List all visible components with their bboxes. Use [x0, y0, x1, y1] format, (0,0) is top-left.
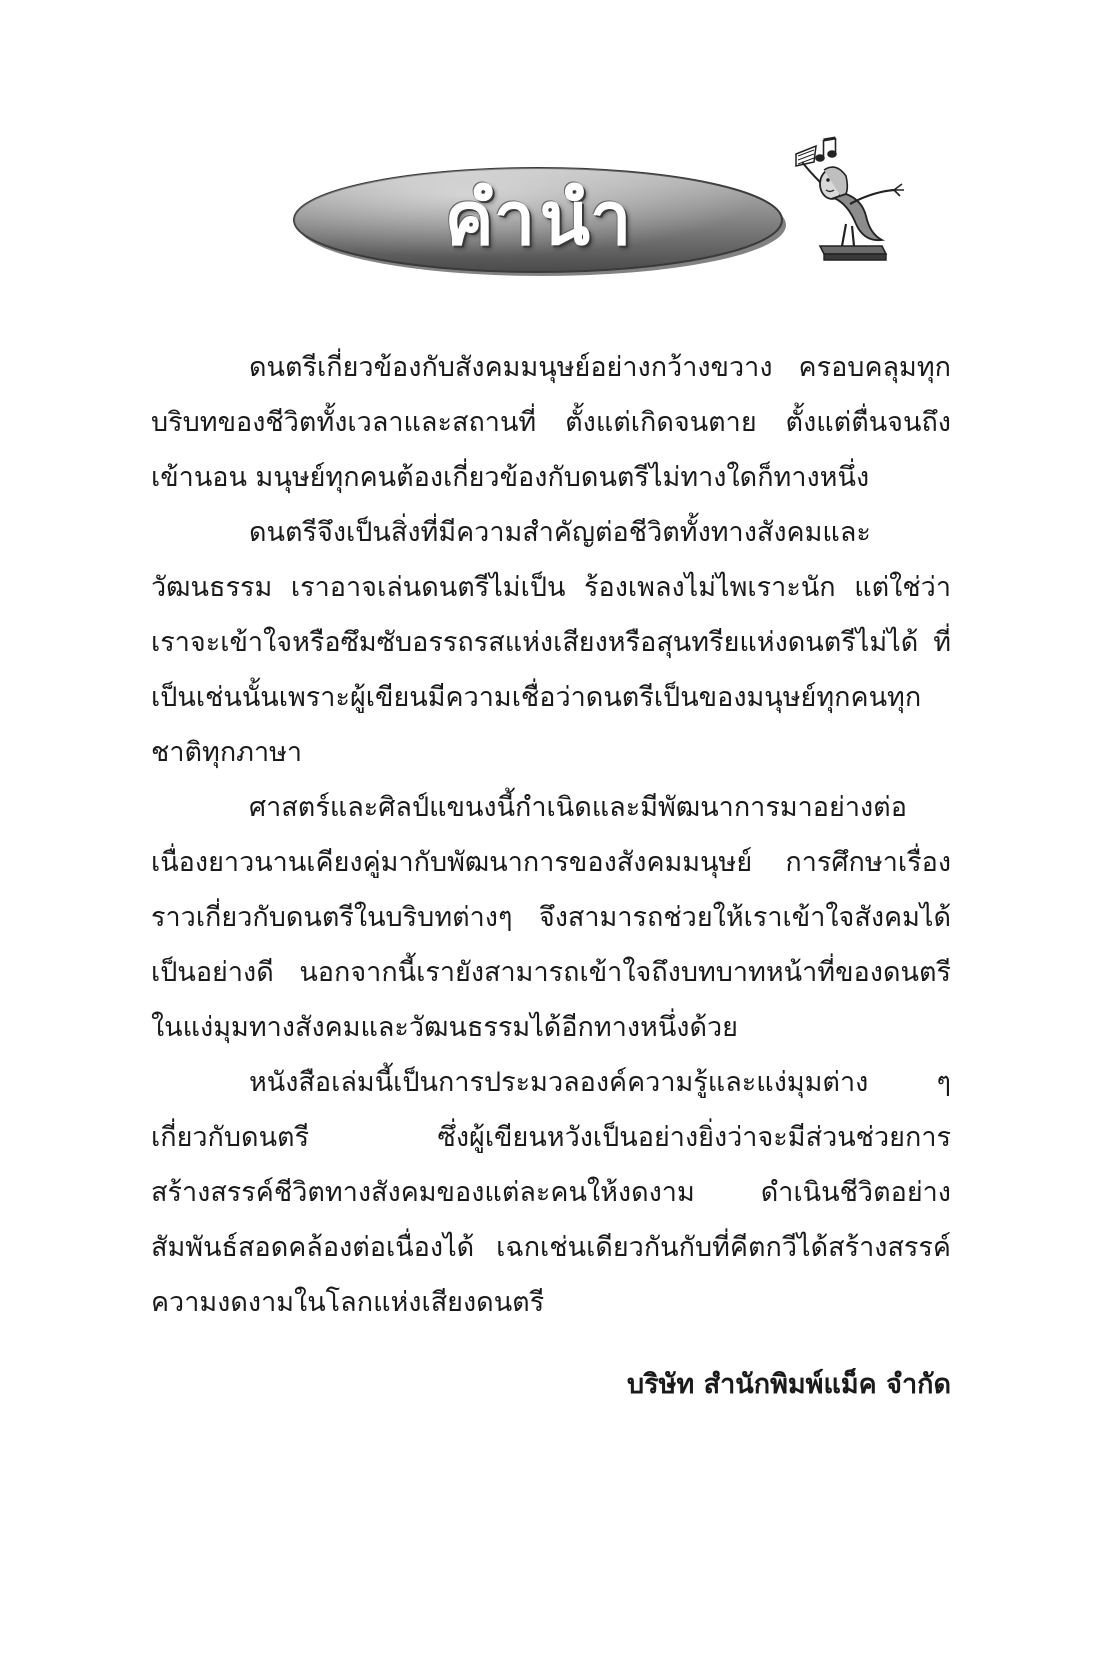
page-title: คำนำ [444, 176, 636, 262]
preface-paragraph-4: หนังสือเล่มนี้เป็นการประมวลองค์ความรู้และแง่มุมต่าง ๆ เกี่ยวกับดนตรี ซึ่งผู้เขียนหวังเป็นอย่างยิ่งว่าจะมีส่วนช่วยการสร้างสรรค์ชีวิตทางสังคมของแต่ละคนให้งดงาม ดำเนินชีวิตอย่างสัมพันธ์สอดคล้องต่อเนื่องได้ เฉกเช่นเดียวกันกับที่คีตกวีได้สร้างสรรค์ความงดงามในโลกแห่งเสียงดนตรี [151, 1067, 951, 1318]
conductor-icon [790, 132, 910, 267]
preface-paragraph-1: ดนตรีเกี่ยวข้องกับสังคมมนุษย์อย่างกว้างขวาง ครอบคลุมทุกบริบทของชีวิตทั้งเวลาและสถานที่ ตั้งแต่เกิดจนตาย ตั้งแต่ตื่นจนถึงเข้านอน มนุษย์ทุกคนต้องเกี่ยวข้องกับดนตรีไม่ทางใดก็ทางหนึ่ง [151, 352, 951, 493]
preface-paragraph-3: ศาสตร์และศิลป์แขนงนี้กำเนิดและมีพัฒนาการมาอย่างต่อเนื่องยาวนานเคียงคู่มากับพัฒนาการของสังคมมนุษย์ การศึกษาเรื่องราวเกี่ยวกับดนตรีในบริบทต่างๆ จึงสามารถช่วยให้เราเข้าใจสังคมได้เป็นอย่างดี นอกจากนี้เรายังสามารถเข้าใจถึงบทบาทหน้าที่ของดนตรีในแง่มุมทางสังคมและวัฒนธรรมได้อีกทางหนึ่งด้วย [151, 792, 951, 1043]
preface-paragraph-2: ดนตรีจึงเป็นสิ่งที่มีความสำคัญต่อชีวิตทั้งทางสังคมและวัฒนธรรม เราอาจเล่นดนตรีไม่เป็น ร้องเพลงไม่ไพเราะนัก แต่ใช่ว่าเราจะเข้าใจหรือซึมซับอรรถรสแห่งเสียงหรือสุนทรียแห่งดนตรีไม่ได้ ที่เป็นเช่นนั้นเพราะผู้เขียนมีความเชื่อว่าดนตรีเป็นของมนุษย์ทุกคนทุกชาติทุกภาษา [151, 517, 951, 768]
title-banner [290, 162, 790, 280]
publisher-signature: บริษัท สำนักพิมพ์แม็ค จำกัด [627, 1369, 951, 1400]
conductor-illustration [790, 132, 910, 267]
preface-body [151, 340, 951, 1330]
